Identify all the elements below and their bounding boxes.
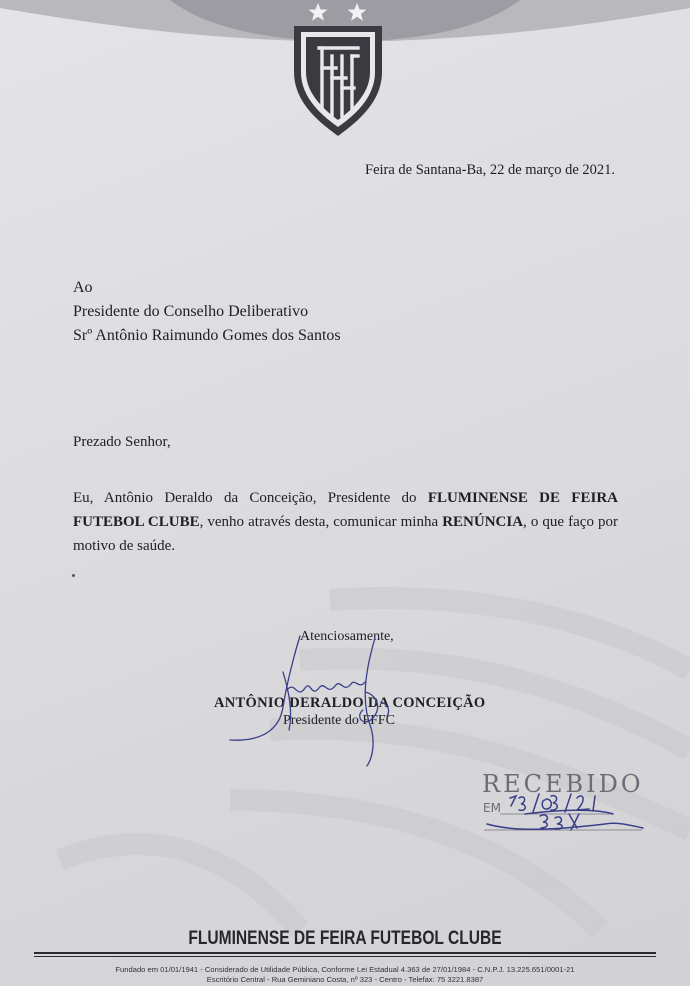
recipient-line-1: Ao xyxy=(73,279,93,296)
recipient-line-3: Srº Antônio Raimundo Gomes dos Santos xyxy=(73,327,341,344)
stamp-em-label: EM xyxy=(483,801,501,815)
footer-rule xyxy=(34,956,656,957)
stray-dot xyxy=(72,574,75,577)
resignation-bold: RENÚNCIA xyxy=(442,514,524,530)
recipient-line-2: Presidente do Conselho Deliberativo xyxy=(73,303,309,320)
stamp-handwriting xyxy=(485,784,645,844)
signer-name: ANTÔNIO DERALDO DA CONCEIÇÃO xyxy=(214,695,486,711)
salutation: Prezado Senhor, xyxy=(73,434,171,450)
body-text-2: , venho através desta, comunicar minha xyxy=(199,514,443,530)
star-icon xyxy=(347,2,367,22)
club-crest-logo xyxy=(292,24,384,138)
letter-body xyxy=(73,486,618,558)
footer-line-2: Escritório Central - Rua Geminiano Costa, nº 323 - Centro - Telefax: 75 3221.8387 xyxy=(206,975,484,984)
star-icon xyxy=(308,2,328,22)
club-name-bold: FLUMINENSE DE FEIRA FUTEBOL CLUBE xyxy=(73,490,618,530)
footer-line-1: Fundado em 01/01/1941 - Considerado de Utilidade Pública, Conforme Lei Estadual 4.363 de 27/01/1984 - C.N.P.J. 13.225.651/0001-21 xyxy=(115,965,575,974)
signer-role: Presidente do FFFC xyxy=(283,713,396,728)
body-text-1: Eu, Antônio Deraldo da Conceição, Presidente do xyxy=(73,490,428,506)
footer-rule xyxy=(34,952,656,954)
received-stamp: RECEBIDO xyxy=(482,770,644,798)
closing: Atenciosamente, xyxy=(300,629,394,644)
body-text-3: , o que faço por motivo de saúde. xyxy=(73,514,618,554)
date-line: Feira de Santana-Ba, 22 de março de 2021. xyxy=(365,162,616,178)
handwritten-signature xyxy=(225,632,395,768)
footer-club-name: FLUMINENSE DE FEIRA FUTEBOL CLUBE xyxy=(188,928,502,949)
